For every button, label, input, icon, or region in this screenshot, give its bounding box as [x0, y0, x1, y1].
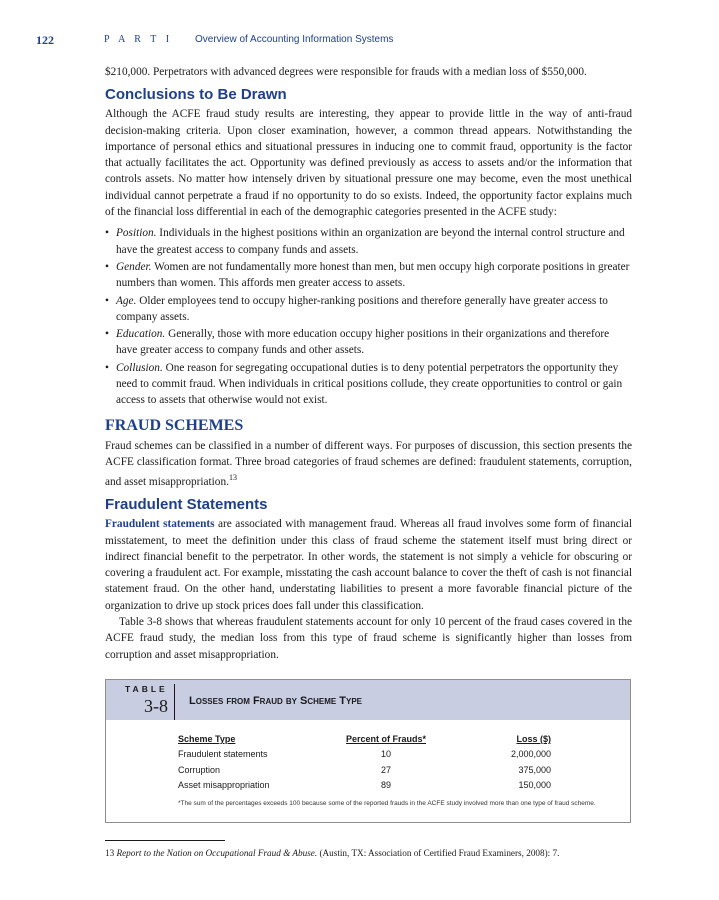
bullet-icon: •	[105, 260, 109, 273]
table-cell-percent: 27	[380, 765, 391, 775]
main-text	[105, 64, 632, 663]
list-item	[105, 225, 632, 258]
table-cell-scheme: Fraudulent statements	[178, 749, 268, 759]
table-cell-scheme: Corruption	[178, 765, 221, 775]
table-note: *The sum of the percentages exceeds 100 because some of the reported frauds in the ACFE study involved more than one type of fraud scheme.	[178, 800, 596, 807]
bullet-icon: •	[105, 294, 109, 307]
column-header-percent: Percent of Frauds*	[345, 734, 427, 744]
bullet-icon: •	[105, 361, 109, 374]
bullet-term: Gender.	[116, 260, 152, 273]
table-number: 3-8	[144, 696, 168, 716]
key-term: Fraudulent statements	[105, 518, 215, 531]
list-item	[105, 360, 632, 409]
conclusions-paragraph: Although the ACFE fraud study results are interesting, they appear to provide little in the way of anti-fraud decision-making criteria. Upon closer examination, however, a common thread appears. Notwithstanding the importance of personal ethics and situational pressures in inducing one to commit fraud, opportunity is the factor that actually facilitates the act. Opportunity was defined previously as access to assets and/or the information that controls assets. No matter how intensely driven by situational pressure one may become, even the most unethical individual cannot perpetrate a fraud if no opportunity to do so exists. Indeed, the opportunity factor explains much of the financial loss differential in each of the demographic categories presented in the ACFE study:	[105, 108, 632, 219]
footnote-number: 13	[105, 848, 115, 858]
table-header-band	[106, 680, 630, 720]
table-cell-loss: 150,000	[518, 780, 551, 790]
bullet-icon: •	[105, 328, 109, 341]
running-header	[36, 33, 686, 51]
table-3-8	[105, 679, 631, 823]
bullet-text: Older employees tend to occupy higher-ranking positions and therefore generally have greater access to company assets.	[116, 294, 608, 323]
list-item	[105, 259, 632, 292]
table-reference-paragraph: Table 3-8 shows that whereas fraudulent statements account for only 10 percent of the fraud cases covered in the ACFE fraud study, the median loss from this type of fraud scheme is significantly higher than losses from corruption and asset misappropriation.	[105, 616, 632, 661]
part-label: P A R T I	[104, 34, 173, 45]
bullet-term: Education.	[116, 328, 166, 341]
fraud-schemes-text: Fraud schemes can be classified in a number of different ways. For purposes of discussion, this section presents the ACFE classification format. Three broad categories of fraud schemes are defined: fraudulent statements, corruption, and asset misappropriation.	[105, 439, 632, 488]
section-heading-conclusions: Conclusions to Be Drawn	[105, 86, 287, 104]
footnote	[105, 847, 665, 859]
table-divider	[174, 684, 175, 720]
table-cell-percent: 89	[380, 780, 391, 790]
section-heading-fraud-schemes: FRAUD SCHEMES	[105, 416, 244, 434]
table-cell-percent: 10	[380, 749, 391, 759]
page-number: 122	[36, 33, 54, 47]
table-label: TABLE	[125, 684, 168, 694]
list-item	[105, 326, 632, 359]
table-cell-loss: 375,000	[518, 765, 551, 775]
footnote-ref[interactable]: 13	[228, 473, 237, 483]
intro-paragraph: $210,000. Perpetrators with advanced degrees were responsible for frauds with a median loss of $550,000.	[105, 66, 587, 78]
bullet-text: Individuals in the highest positions within an organization are beyond the internal control structure and have the greatest access to company funds and assets.	[116, 227, 625, 256]
column-header-scheme: Scheme Type	[178, 734, 236, 744]
demographic-bullet-list	[105, 225, 632, 408]
footnote-title: Report to the Nation on Occupational Fraud & Abuse.	[116, 848, 318, 858]
bullet-text: One reason for segregating occupational duties is to deny potential perpetrators the opportunity they need to commit fraud. When individuals in critical positions collude, they create opportunities to control or gain access to assets that otherwise would not exist.	[116, 361, 623, 407]
fraud-schemes-paragraph	[105, 438, 632, 491]
footnote-text: (Austin, TX: Association of Certified Fraud Examiners, 2008): 7.	[317, 848, 560, 858]
bullet-term: Position.	[116, 227, 157, 240]
section-heading-fraudulent-statements: Fraudulent Statements	[105, 496, 268, 514]
chapter-title: Overview of Accounting Information Systems	[195, 34, 394, 45]
fraudulent-statements-text: are associated with management fraud. Whereas all fraud involves some form of financial misstatement, to meet the definition under this class of fraud scheme the statement itself must bring direct or indirect financial benefit to the perpetrator. In other words, the statement is not simply a vehicle for obscuring or covering a fraudulent act. For example, misstating the cash account balance to cover the theft of cash is not financial statement fraud. On the other hand, understating liabilities to present a more favorable financial picture of the organization to drive up stock prices does fall under this classification.	[105, 518, 632, 612]
bullet-term: Collusion.	[116, 361, 163, 374]
list-item	[105, 293, 632, 326]
fraudulent-statements-paragraph	[105, 516, 632, 614]
column-header-loss: Loss ($)	[516, 734, 551, 744]
table-title: Losses from Fraud by Scheme Type	[189, 695, 363, 707]
table-cell-loss: 2,000,000	[510, 749, 551, 759]
bullet-text: Women are not fundamentally more honest than men, but men occupy high corporate positions in greater numbers than women. This affords men greater access to assets.	[116, 260, 630, 290]
footnote-rule	[105, 840, 225, 841]
bullet-icon: •	[105, 227, 109, 240]
bullet-term: Age.	[116, 294, 137, 307]
table-cell-scheme: Asset misappropriation	[178, 780, 270, 790]
bullet-text: Generally, those with more education occupy higher positions in their organizations and therefore have greater access to company funds and other assets.	[116, 328, 610, 357]
